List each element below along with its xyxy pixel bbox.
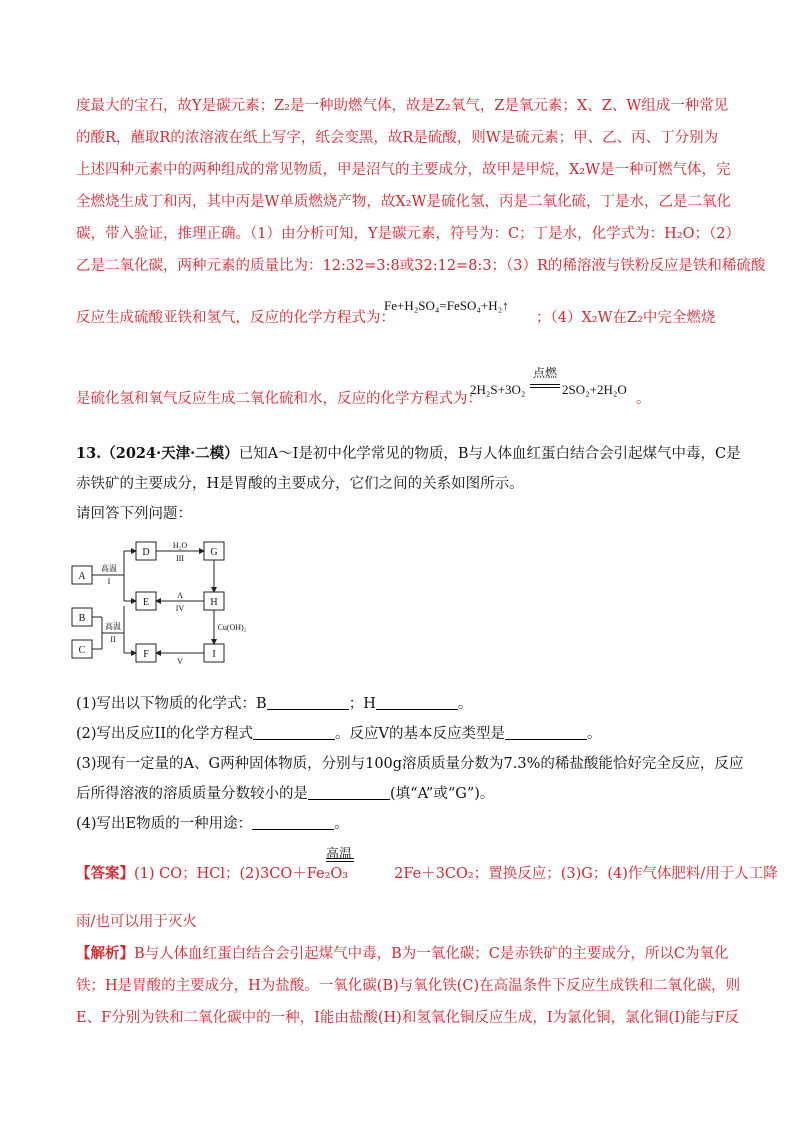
node-a: A	[78, 571, 86, 582]
node-b: B	[78, 613, 86, 624]
node-i: I	[212, 649, 216, 660]
equation-h2s-right: 2SO₂+2H₂O	[562, 382, 627, 397]
label-reaction-4: IV	[175, 604, 185, 613]
node-h: H	[210, 597, 218, 608]
answer-blank-h[interactable]	[376, 695, 458, 710]
answer-line-2: 雨/也可以用于灭火	[76, 914, 197, 930]
analysis-line-3: E、F分别为铁和二氧化碳中的一种，I能由盐酸(H)和氢氧化铜反应生成，I为氯化铜，氯化铜(I)能与F反	[76, 1010, 740, 1026]
analysis-line-1: 【解析】B与人体血红蛋白结合会引起煤气中毒，B为一氧化碳；C是赤铁矿的主要成分，所以C为氧化	[76, 945, 729, 962]
question-stem: 已知A～I是初中化学常见的物质，B与人体血红蛋白结合会引起煤气中毒，C是	[238, 446, 741, 462]
solution-line-1: 度最大的宝石，故Y是碳元素；Z₂是一种助燃气体，故是Z₂氧气，Z是氧元素；X、Z、W组成一种常见	[76, 98, 729, 114]
solution-line-8a: 是硫化氢和氧气反应生成二氧化硫和水，反应的化学方程式为：	[76, 391, 482, 407]
subquestion-2: (2)写出反应II的化学方程式 。反应V的基本反应类型是 。	[76, 726, 602, 742]
solution-line-5: 碳，带入验证，推理正确。（1）由分析可知，Y是碳元素，符号为：C；丁是水，化学式为：H₂O；（2）	[76, 226, 740, 242]
equation-h2s-condition: 点燃	[533, 366, 558, 380]
label-reaction-3: III	[176, 554, 184, 563]
subquestion-4: (4)写出E物质的一种用途： 。	[76, 816, 349, 832]
answer-equals	[326, 858, 354, 862]
question-number: 13.	[76, 445, 102, 462]
solution-line-4: 全燃烧生成丁和丙，其中丙是W单质燃烧产物，故X₂W是硫化氢，丙是二氧化硫，丁是水，乙是二氧化	[76, 194, 731, 210]
label-reaction-1: I	[107, 577, 111, 586]
answer-blank-use[interactable]	[252, 815, 334, 830]
node-d: D	[142, 547, 150, 558]
solution-line-2: 的酸R，蘸取R的浓溶液在纸上写字，纸会变黑，故R是硫酸，则W是硫元素；甲、乙、丙、丁分别为	[76, 130, 719, 146]
answer-condition: 高温	[326, 846, 353, 861]
label-copper-hydroxide: Cu(OH)₂	[217, 623, 247, 632]
answer-blank-compare[interactable]	[308, 785, 390, 800]
answer-tag: 【答案】	[76, 865, 134, 882]
equation-iron-sulfuric: Fe+H₂SO₄=FeSO₄+H₂↑	[384, 298, 509, 313]
label-reaction-2: II	[110, 635, 116, 644]
solution-line-8b: 。	[636, 391, 651, 407]
solution-line-7b: ；（4）X₂W在Z₂中完全燃烧	[536, 310, 716, 326]
node-f: F	[143, 649, 149, 660]
question-13-stem-2: 赤铁矿的主要成分，H是胃酸的主要成分，它们之间的关系如图所示。	[76, 476, 524, 492]
node-c: C	[78, 645, 86, 656]
question-13-stem-1	[76, 444, 741, 464]
node-e: E	[142, 597, 150, 608]
node-g: G	[210, 547, 218, 558]
answer-blank-equation[interactable]	[253, 725, 335, 740]
subquestion-3-line-2: 后所得溶液的溶质质量分数较小的是 (填“A”或“G”)。	[76, 786, 495, 802]
analysis-line-2: 铁；H是胃酸的主要成分，H为盐酸。一氧化碳(B)与氧化铁(C)在高温条件下反应生成铁和二氧化碳，则	[76, 978, 741, 994]
subquestion-3-line-1: (3)现有一定量的A、G两种固体物质，分别与100g溶质质量分数为7.3%的稀盐酸能恰好完全反应，反应	[76, 756, 744, 772]
solution-line-7a: 反应生成硫酸亚铁和氢气，反应的化学方程式为：	[76, 310, 395, 326]
label-reaction-4-reagent: A	[177, 591, 183, 600]
label-reaction-2-condition: 高温	[105, 622, 121, 631]
question-prompt: 请回答下列问题：	[76, 506, 192, 522]
equation-h2s-equals	[530, 384, 560, 388]
equation-h2s-left: 2H₂S+3O₂	[470, 382, 526, 397]
label-reaction-3-reagent: H₂O	[172, 541, 188, 550]
label-reaction-5: V	[177, 657, 183, 666]
subquestion-1: (1)写出以下物质的化学式：B ；H 。	[76, 696, 473, 712]
reaction-diagram	[68, 536, 248, 670]
answer-blank-reaction-type[interactable]	[505, 725, 587, 740]
answer-blank-b[interactable]	[267, 695, 349, 710]
solution-line-6: 乙是二氧化碳，两种元素的质量比为：12:32=3:8或32:12=8:3；（3）R的稀溶液与铁粉反应是铁和稀硫酸	[76, 258, 766, 274]
label-reaction-1-condition: 高温	[101, 564, 117, 573]
analysis-tag: 【解析】	[76, 945, 134, 962]
question-source: （2024·天津·二模）	[101, 445, 239, 462]
solution-line-3: 上述四种元素中的两种组成的常见物质，甲是沼气的主要成分，故甲是甲烷，X₂W是一种可燃气体，完	[76, 162, 731, 178]
answer-line-1: 【答案】(1) CO；HCl；(2)3CO＋Fe₂O₃ 2Fe＋3CO₂；置换反应；(3)G；(4)作气体肥料/用于人工降	[76, 865, 778, 882]
